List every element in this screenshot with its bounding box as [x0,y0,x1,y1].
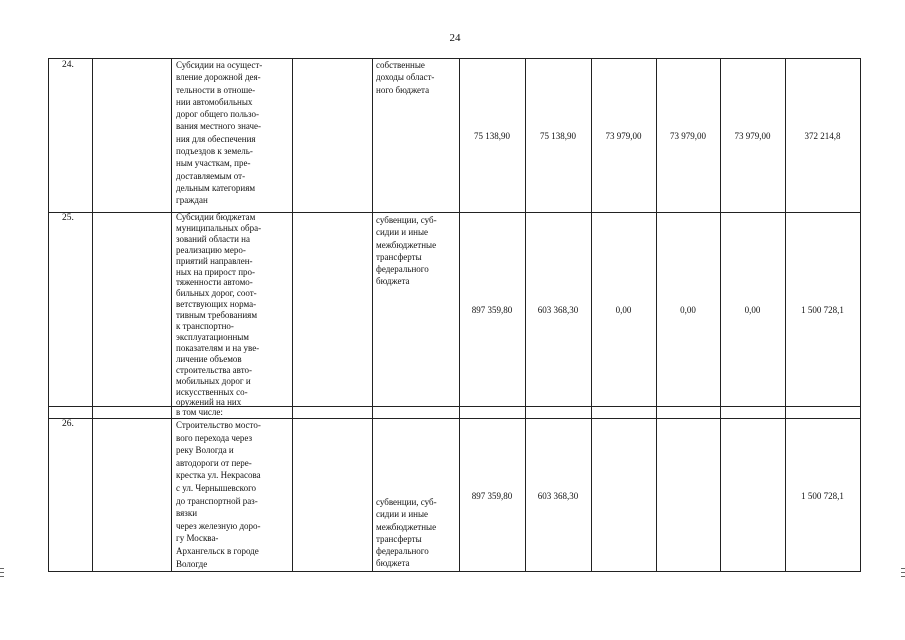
scan-edge-mark [901,568,905,569]
column-divider [292,58,293,572]
scan-edge-mark [901,572,905,573]
value-cell: 73 979,00 [734,131,771,141]
column-divider [171,58,172,572]
value-cell: 1 500 728,1 [801,305,844,315]
value-cell: 603 368,30 [537,305,579,315]
row-description: Субсидии бюджетам муниципальных обра- зований области на реализацию меро- приятий направлен- ных на прирост про- тяженности автомо- бильных дорог, соот- ветствующих норма- тивным требованиям к транспортно- эксплуатационным показателям и на уве- личение объемов строительства авто- мобильных дорог и искусственных со- оружений на них [176,212,262,408]
funding-source: субвенции, суб- сидии и иные межбюджетные трансферты федерального бюджета [376,215,437,287]
table-right-border [860,58,861,572]
scan-edge-mark [0,572,4,573]
value-cell: 897 359,80 [471,491,513,501]
row-divider [48,418,861,419]
row-description: Субсидии на осущест- вление дорожной дея- тельности в отноше- нии автомобильных дорог общего пользо- вания местного значе- ния для обеспечения подъездов к земель- ным участкам, пре- доставляемым от- дельным категориям граждан [176,60,263,206]
row-divider [48,212,861,213]
row-divider [48,406,861,407]
value-cell: 0,00 [744,305,761,315]
value-cell: 75 138,90 [474,131,510,141]
table-bottom-border [48,571,861,572]
value-cell: 73 979,00 [670,131,706,141]
row-number: 25. [62,213,74,223]
value-cell: 0,00 [615,305,632,315]
value-cell: 1 500 728,1 [801,491,844,501]
column-divider [92,58,93,572]
value-cell: 603 368,30 [537,491,579,501]
value-cell: 372 214,8 [804,131,841,141]
row-number: 26. [62,419,74,429]
funding-source: субвенции, суб- сидии и иные межбюджетные трансферты федерального бюджета [376,497,437,569]
table-top-border [48,58,861,59]
value-cell: 897 359,80 [471,305,513,315]
funding-source: собственные доходы област- ного бюджета [376,60,435,95]
value-cell: 75 138,90 [540,131,576,141]
page-number: 24 [449,32,461,44]
scan-edge-mark [0,568,4,569]
value-cell: 0,00 [680,305,696,315]
value-cell: 73 979,00 [605,131,642,141]
column-divider [372,58,373,572]
column-divider [48,58,49,572]
scan-edge-mark [901,576,905,577]
row-description: в том числе: [176,407,223,417]
scan-edge-mark [0,576,4,577]
row-number: 24. [62,60,74,70]
row-description: Строительство мосто- вого перехода через реку Вологда и автодороги от пере- крестка ул. Некрасова с ул. Чернышевского до транспортной раз- вязки через железную доро- гу Москва- Архангельск в городе Вологде [176,420,261,569]
